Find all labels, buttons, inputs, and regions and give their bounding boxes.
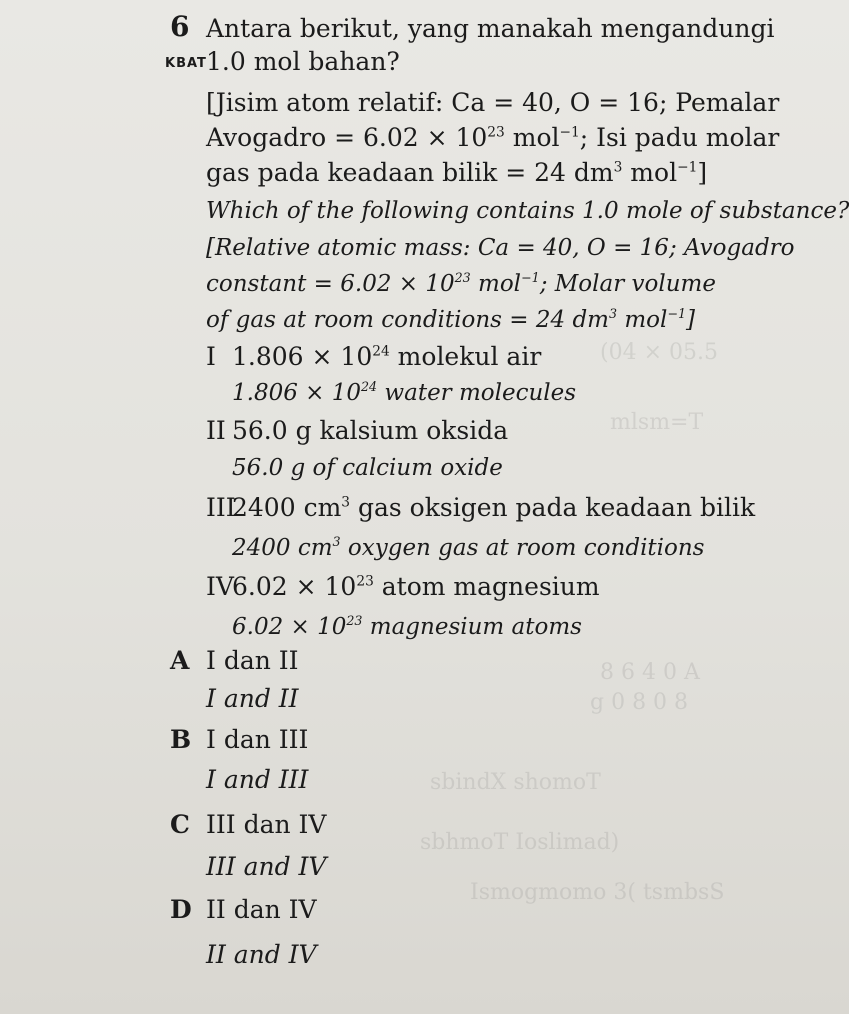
option-letter[interactable]: D xyxy=(170,895,192,924)
option-text-en: I and II xyxy=(206,684,299,713)
option-letter[interactable]: C xyxy=(170,810,190,839)
question-text-en: Which of the following contains 1.0 mole of substance? xyxy=(206,198,849,224)
statement-roman: III xyxy=(206,493,236,522)
statement-ms: 56.0 g kalsium oksida xyxy=(232,416,509,445)
option-text-ms[interactable]: III dan IV xyxy=(206,810,327,839)
option-text-ms[interactable]: I dan III xyxy=(206,725,309,754)
info-en-3: of gas at room conditions = 24 $dm^3$ mol$^{-1}$] xyxy=(206,306,695,333)
question-text-ms-2: 1.0 mol bahan? xyxy=(206,47,400,76)
statement-en: 2400 $cm^3$ oxygen gas at room conditions xyxy=(232,534,705,561)
info-ms-3: gas pada keadaan bilik = 24 $dm^3$ mol$^{-1}$] xyxy=(206,158,708,187)
statement-roman: I xyxy=(206,342,216,371)
question-text-ms-1: Antara berikut, yang manakah mengandungi xyxy=(206,14,775,43)
option-letter[interactable]: B xyxy=(170,725,192,754)
statement-en: 56.0 g of calcium oxide xyxy=(232,455,503,481)
statement-roman: IV xyxy=(206,572,234,601)
option-letter[interactable]: A xyxy=(170,646,190,675)
statement-ms: $1.806 \times 10^{24}$ molekul air xyxy=(232,342,542,371)
statement-ms: $6.02 \times 10^{23}$ atom magnesium xyxy=(232,572,600,601)
option-text-en: I and III xyxy=(206,765,309,794)
info-ms-1: [Jisim atom relatif: Ca = 40, O = 16; Pemalar xyxy=(206,88,780,117)
option-text-en: II and IV xyxy=(206,940,317,969)
statement-ms: 2400 $cm^3$ gas oksigen pada keadaan bilik xyxy=(232,493,756,522)
kbat-tag: KBAT xyxy=(165,56,207,71)
question-number: 6 xyxy=(170,10,190,43)
option-text-en: III and IV xyxy=(206,852,327,881)
info-en-2: constant = $6.02 \times 10^{23}$ mol$^{-1}$; Molar volume xyxy=(206,270,716,297)
statement-en: $6.02 \times 10^{23}$ magnesium atoms xyxy=(232,613,582,640)
question-page: (04 × 05.5 mlsm=T 8 6 4 0 A g 0 8 0 8 sbindX shomoT sbhmoT Ioslimad) Ismogmomo 3( tsmbsS 6 Antara berikut, yang manakah mengandungi KBAT 1.0 mol bahan? [Jisim atom relatif: Ca = 40, O = 16; Pemalar Avogadro = $6.02 \times 10^{23}$ mol$^{-1}$; Isi padu molar gas pada keadaan bilik = 24 $dm^3$ mol$^{-1}$] Which of the following contains 1.0 mole of substance? [Relative atomic mass: Ca = 40, O = 16; Avogadro constant = $6.02 \times 10^{23}$ mol$^{-1}$; Molar volume of gas at room conditions = 24 $dm^3$ mol$^{-1}$] I $1.806 \times 10^{24}$ molekul air $1.806 \times 10^{24}$ water molecules II 56.0 g kalsium oksida 56.0 g of calcium oxide III 2400 $cm^3$ gas oksigen pada keadaan bilik 2400 $cm^3$ oxygen gas at room conditions IV $6.02 \times 10^{23}$ atom magnesium $6.02 \times 10^{23}$ magnesium atoms A I dan II I and II B I dan III I and III C III dan IV III and IV D II dan IV II and IV xyxy=(165,10,849,969)
statement-roman: II xyxy=(206,416,226,445)
option-text-ms[interactable]: II dan IV xyxy=(206,895,317,924)
option-text-ms[interactable]: I dan II xyxy=(206,646,299,675)
info-en-1: [Relative atomic mass: Ca = 40, O = 16; Avogadro xyxy=(206,235,795,261)
statement-en: $1.806 \times 10^{24}$ water molecules xyxy=(232,379,577,406)
info-ms-2: Avogadro = $6.02 \times 10^{23}$ mol$^{-1}$; Isi padu molar xyxy=(206,123,780,152)
